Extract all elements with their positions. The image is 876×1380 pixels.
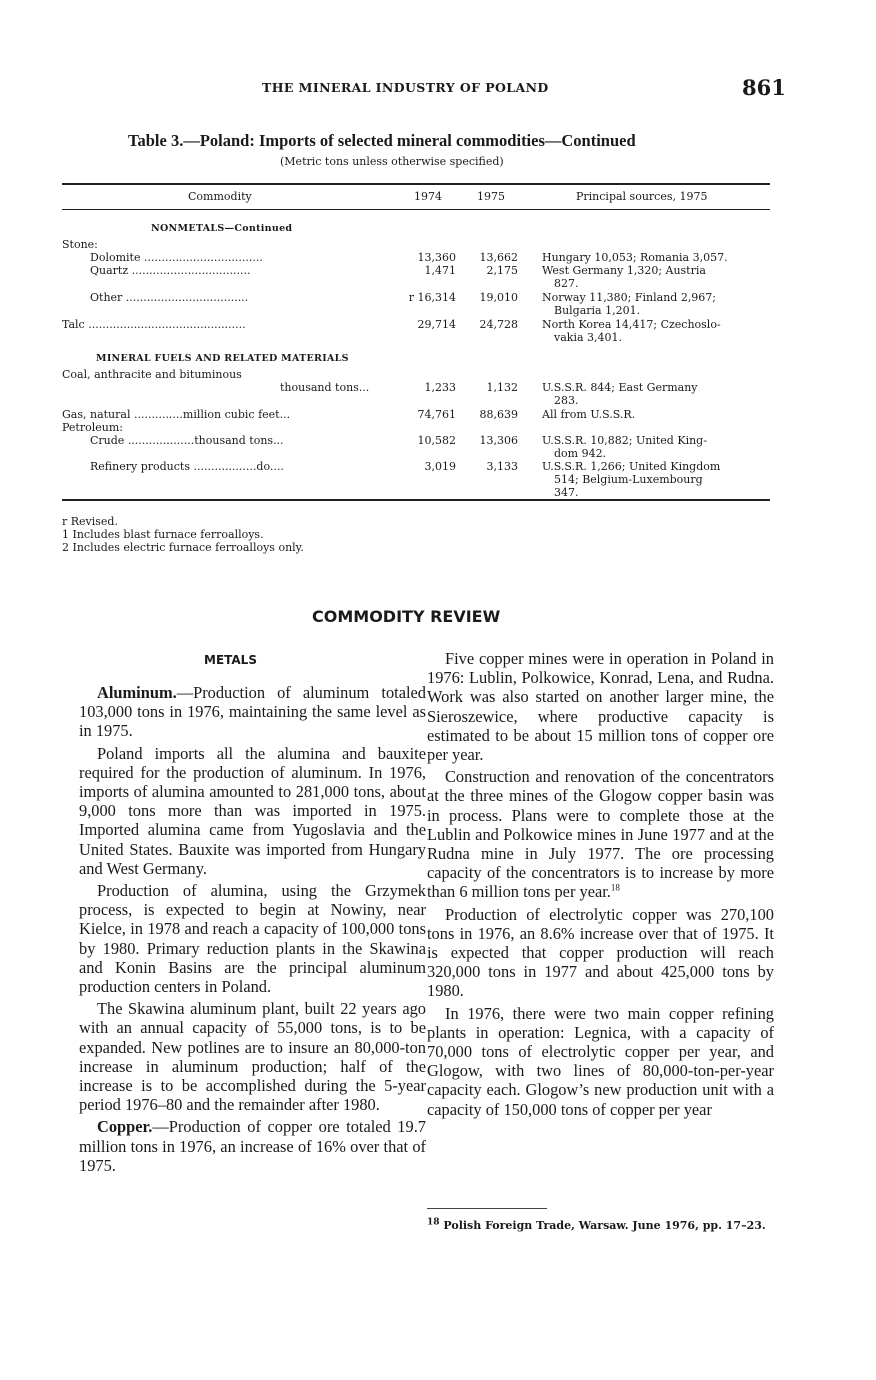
cell-1974: 10,582 <box>417 434 456 447</box>
cell-1975: 24,728 <box>479 318 518 331</box>
cell-sources: Bulgaria 1,201. <box>554 304 641 317</box>
table-bottom-rule <box>62 499 770 501</box>
page-number: 861 <box>742 75 786 100</box>
cell-1975: 1,132 <box>486 381 518 394</box>
table-row-gas: Gas, natural ..............million cubic feet... <box>62 408 291 421</box>
col-header-commodity: Commodity <box>188 190 252 203</box>
cell-1975: 88,639 <box>479 408 518 421</box>
paragraph: The Skawina aluminum plant, built 22 years ago with an annual capacity of 55,000 tons, is to be expanded. New potlines are to insure an 80,000-ton increase in aluminum production; half of the increase is to be accomplished during the 5-year period 1976–80 and the remainder after 1980. <box>79 999 426 1115</box>
section-heading: COMMODITY REVIEW <box>312 607 501 626</box>
cell-sources: 283. <box>554 394 579 407</box>
paragraph: Poland imports all the alumina and bauxite required for the production of aluminum. In 1976, imports of alumina amounted to 281,000 tons, about 9,000 tons more than was imported in 1975. Imported alumina came from Yugoslavia and the United States. Bauxite was imported from Hungary and West Germany. <box>79 743 426 878</box>
running-head: THE MINERAL INDUSTRY OF POLAND <box>262 80 549 95</box>
table-header-rule <box>62 209 770 210</box>
cell-sources: vakia 3,401. <box>554 331 622 344</box>
cell-1974: 1,233 <box>424 381 456 394</box>
table-title: Table 3.—Poland: Imports of selected mineral commodities—Continued <box>128 131 636 150</box>
table-row-coal: thousand tons... <box>280 381 370 394</box>
table-row-other: Other ................................... <box>90 291 249 304</box>
table-row-dolomite: Dolomite .................................. <box>90 251 263 264</box>
cell-1974: 3,019 <box>424 460 456 473</box>
footnote: $^{18}$ Polish Foreign Trade, Warsaw. June 1976, pp. 17–23. <box>427 1217 766 1232</box>
cell-1974: 1,471 <box>424 264 456 277</box>
table-note: r Revised. <box>62 515 118 528</box>
text-column-left <box>79 683 426 1178</box>
col-header-1975: 1975 <box>477 190 505 203</box>
cell-1974: 29,714 <box>417 318 456 331</box>
cell-1975: 19,010 <box>479 291 518 304</box>
table-note: 1 Includes blast furnace ferroalloys. <box>62 528 264 541</box>
paragraph: Copper.—Production of copper ore totaled 19.7 million tons in 1976, an increase of 16% over that of 1975. <box>79 1117 426 1175</box>
table-note: 2 Includes electric furnace ferroalloys only. <box>62 541 304 554</box>
paragraph: In 1976, there were two main copper refining plants in operation: Legnica, with a capacity of 70,000 tons of electrolytic copper per year, and Glogow, with two lines of 80,000-ton-per-year capacity each. Glogow’s new production unit with a capacity of 150,000 tons of copper per year <box>427 1003 774 1119</box>
paragraph: Production of alumina, using the Grzymek process, is expected to begin at Nowiny, near Kielce, in 1978 and reach a capacity of 100,000 tons by 1980. Primary reduction plants in the Skawina and Konin Basins are the principal aluminum production centers in Poland. <box>79 881 426 997</box>
paragraph: Production of electrolytic copper was 270,100 tons in 1976, an 8.6% increase over that of 1975. It is expected that copper production will reach 320,000 tons in 1977 and about 425,000 tons by 1980. <box>427 904 774 1001</box>
cell-1975: 2,175 <box>486 264 518 277</box>
table-subtitle: (Metric tons unless otherwise specified) <box>280 155 504 168</box>
cell-sources: West Germany 1,320; Austria <box>542 264 706 277</box>
cell-1974: r 16,314 <box>408 291 456 304</box>
col-header-sources: Principal sources, 1975 <box>576 190 708 203</box>
table-top-rule <box>62 183 770 185</box>
cell-sources: 514; Belgium-Luxembourg <box>554 473 703 486</box>
cell-sources: Norway 11,380; Finland 2,967; <box>542 291 717 304</box>
table-row-crude: Crude ...................thousand tons... <box>90 434 284 447</box>
cell-sources: dom 942. <box>554 447 607 460</box>
footnote-rule <box>427 1208 547 1209</box>
paragraph: Construction and renovation of the concentrators at the three mines of the Glogow copper basin was in process. Plans were to complete those at the Lublin and Polkowice mines in June 1977 and at the Rudna mine in July 1977. The ore processing capacity of the concentrators is to increase by more than 6 million tons per year.$^{18}$ <box>427 767 774 902</box>
cell-sources: Hungary 10,053; Romania 3,057. <box>542 251 728 264</box>
cell-1975: 13,662 <box>479 251 518 264</box>
section-fuels: MINERAL FUELS AND RELATED MATERIALS <box>96 353 349 364</box>
paragraph: Aluminum.—Production of aluminum totaled 103,000 tons in 1976, maintaining the same level as in 1975. <box>79 683 426 741</box>
footnote-ref: 18 <box>610 882 620 893</box>
paragraph: Five copper mines were in operation in Poland in 1976: Lublin, Polkowice, Konrad, Lena, and Rudna. Work was also started on another larger mine, the Sieroszewice, where productive capacity is estimated to be about 15 million tons of copper ore per year. <box>427 649 774 765</box>
col-header-1974: 1974 <box>414 190 442 203</box>
table-row-refinery: Refinery products ..................do.... <box>90 460 284 473</box>
table-row-quartz: Quartz .................................. <box>90 264 251 277</box>
cell-sources: North Korea 14,417; Czechoslo- <box>542 318 721 331</box>
row-label-coal: Coal, anthracite and bituminous <box>62 368 242 381</box>
section-nonmetals: NONMETALS—Continued <box>151 223 293 234</box>
cell-1974: 13,360 <box>417 251 456 264</box>
cell-sources: U.S.S.R. 1,266; United Kingdom <box>542 460 721 473</box>
cell-sources: U.S.S.R. 10,882; United King- <box>542 434 707 447</box>
cell-1975: 3,133 <box>486 460 518 473</box>
row-label-stone: Stone: <box>62 238 98 251</box>
cell-sources: 827. <box>554 277 579 290</box>
cell-1975: 13,306 <box>479 434 518 447</box>
cell-sources: All from U.S.S.R. <box>542 408 636 421</box>
cell-sources: U.S.S.R. 844; East Germany <box>542 381 698 394</box>
text-column-right <box>427 649 774 1122</box>
table-row-talc: Talc ............................................. <box>62 318 246 331</box>
row-label-petroleum: Petroleum: <box>62 421 123 434</box>
cell-1974: 74,761 <box>417 408 456 421</box>
cell-sources: 347. <box>554 486 579 499</box>
subsection-heading: METALS <box>204 653 257 667</box>
